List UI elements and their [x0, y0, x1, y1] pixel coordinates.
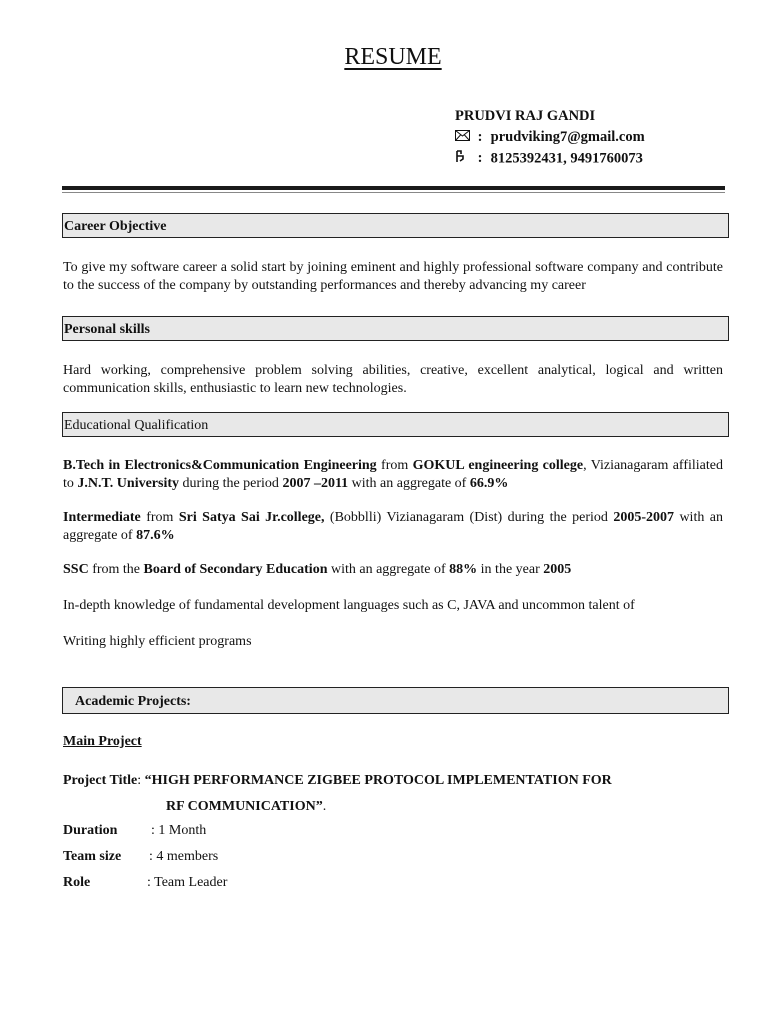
- btech-college: GOKUL engineering college: [412, 458, 584, 473]
- personal-skills-heading: Personal skills: [62, 316, 729, 341]
- education-heading: Educational Qualification: [62, 412, 729, 437]
- inter-period: 2005-2007: [613, 510, 675, 525]
- inter-text-1: from: [140, 510, 179, 525]
- btech-text-2: , Vizianagaram affiliated to: [63, 458, 723, 491]
- ssc-degree: SSC: [63, 562, 89, 577]
- header-divider-thin: [62, 192, 725, 193]
- ssc-aggregate: 88%: [449, 562, 478, 577]
- btech-text-4: with an aggregate of: [348, 476, 470, 491]
- envelope-icon: [455, 129, 473, 146]
- project-title-row-2: [166, 798, 326, 816]
- email-row: [455, 129, 645, 146]
- ssc-text-3: in the year: [477, 562, 544, 577]
- project-title-label: Project Title: [63, 773, 138, 788]
- role-label: Role: [63, 875, 91, 890]
- ssc-text-2: with an aggregate of: [327, 562, 450, 577]
- candidate-name: PRUDVI RAJ GANDI: [455, 108, 596, 124]
- email-separator: :: [477, 129, 483, 145]
- btech-degree: B.Tech in Electronics&Communication Engineering: [63, 458, 377, 473]
- phone-separator: :: [477, 150, 483, 167]
- btech-text-1: from: [376, 458, 413, 473]
- inter-degree: Intermediate: [63, 510, 141, 525]
- ssc-board: Board of Secondary Education: [143, 562, 328, 577]
- phone-icon: [455, 150, 473, 168]
- duration-value: : 1 Month: [151, 823, 207, 838]
- project-title-row: [63, 772, 612, 790]
- btech-aggregate: 66.9%: [469, 476, 509, 491]
- project-title-colon: :: [137, 773, 145, 788]
- ssc-entry: [63, 561, 571, 579]
- header-divider: [62, 186, 725, 190]
- btech-text-3: during the period: [179, 476, 283, 491]
- main-project-label: Main Project: [63, 734, 142, 749]
- inter-text-3: with an aggregate of: [63, 510, 723, 543]
- career-objective-text: To give my software career a solid start by joining eminent and highly professional software company and contribute to the success of the company by outstanding performances and thereby advancing my career: [63, 260, 723, 293]
- team-size-label: Team size: [63, 849, 122, 864]
- inter-text-2: (Bobblli) Vizianagaram (Dist) during the period: [324, 510, 614, 525]
- knowledge-line-2: Writing highly efficient programs: [63, 634, 252, 649]
- phone-row: [455, 150, 643, 168]
- resume-title: RESUME: [344, 44, 442, 70]
- team-size-value: : 4 members: [149, 849, 219, 864]
- btech-entry: [63, 457, 723, 493]
- project-title-line1: “HIGH PERFORMANCE ZIGBEE PROTOCOL IMPLEMENTATION FOR: [144, 773, 612, 788]
- role-value: : Team Leader: [147, 875, 228, 890]
- knowledge-line-1: In-depth knowledge of fundamental development languages such as C, JAVA and uncommon talent of: [63, 598, 635, 613]
- project-title-end: .: [322, 799, 327, 814]
- btech-period: 2007 –2011: [282, 476, 349, 491]
- phone-numbers: 8125392431, 9491760073: [490, 150, 643, 167]
- ssc-year: 2005: [543, 562, 572, 577]
- project-title-line2: RF COMMUNICATION”: [166, 799, 323, 814]
- inter-aggregate: 87.6%: [136, 528, 175, 543]
- duration-label: Duration: [63, 823, 118, 838]
- btech-university: J.N.T. University: [77, 476, 180, 491]
- ssc-text-1: from the: [88, 562, 144, 577]
- career-objective-heading: Career Objective: [62, 213, 729, 238]
- personal-skills-text: Hard working, comprehensive problem solving abilities, creative, excellent analytical, logical and written communication skills, enthusiastic to learn new technologies.: [63, 363, 723, 396]
- email-address: prudviking7@gmail.com: [490, 129, 645, 145]
- academic-projects-heading: Academic Projects:: [62, 687, 729, 714]
- inter-college: Sri Satya Sai Jr.college,: [178, 510, 325, 525]
- intermediate-entry: [63, 509, 723, 545]
